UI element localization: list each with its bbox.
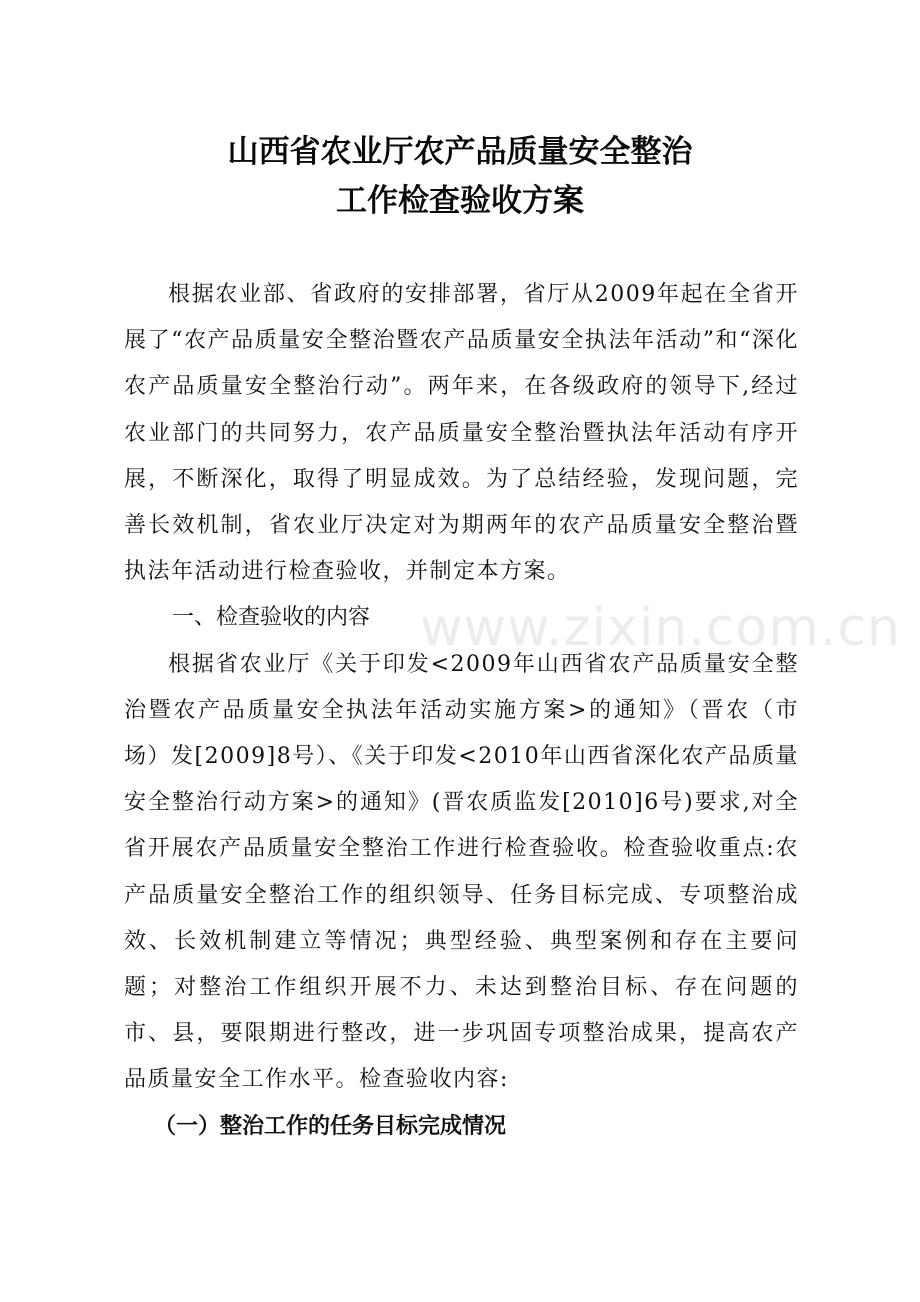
intro-paragraph: 根据农业部、省政府的安排部署，省厅从2009年起在全省开展了“农产品质量安全整治暨农产品质量安全执法年活动”和“深化农产品质量安全整治行动”。两年来，在各级政府的领导下,经过农业部门的共同努力，农产品质量安全整治暨执法年活动有序开展，不断深化，取得了明显成效。为了总结经验，发现问题，完善长效机制，省农业厅决定对为期两年的农产品质量安全整治暨执法年活动进行检查验收，并制定本方案。 — [124, 282, 799, 585]
document-title-line-1: 山西省农业厅农产品质量安全整治 — [227, 134, 693, 170]
inspection-paragraph: 根据省农业厅《关于印发<2009年山西省农产品质量安全整治暨农产品质量安全执法年活动实施方案>的通知》（晋农（市场）发[2009]8号）、《关于印发<2010年山西省深化农产品质量安全整治行动方案>的通知》(晋农质监发[2010]6号)要求,对全省开展农产品质量安全整治工作进行检查验收。检查验收重点:农产品质量安全整治工作的组织领导、任务目标完成、专项整治成效、长效机制建立等情况；典型经验、典型案例和存在主要问题；对整治工作组织开展不力、未达到整治目标、存在问题的市、县，要限期进行整改，进一步巩固专项整治成果，提高农产品质量安全工作水平。检查验收内容: — [124, 651, 799, 1093]
subsection-heading-task-targets: （一）整治工作的任务目标完成情况 — [154, 1113, 507, 1139]
document-title-line-2: 工作检查验收方案 — [336, 183, 584, 219]
section-heading-inspection-content: 一、检查验收的内容 — [172, 605, 371, 631]
site-watermark: www.zixin.com.cn — [420, 598, 901, 658]
document-body — [124, 272, 799, 1150]
